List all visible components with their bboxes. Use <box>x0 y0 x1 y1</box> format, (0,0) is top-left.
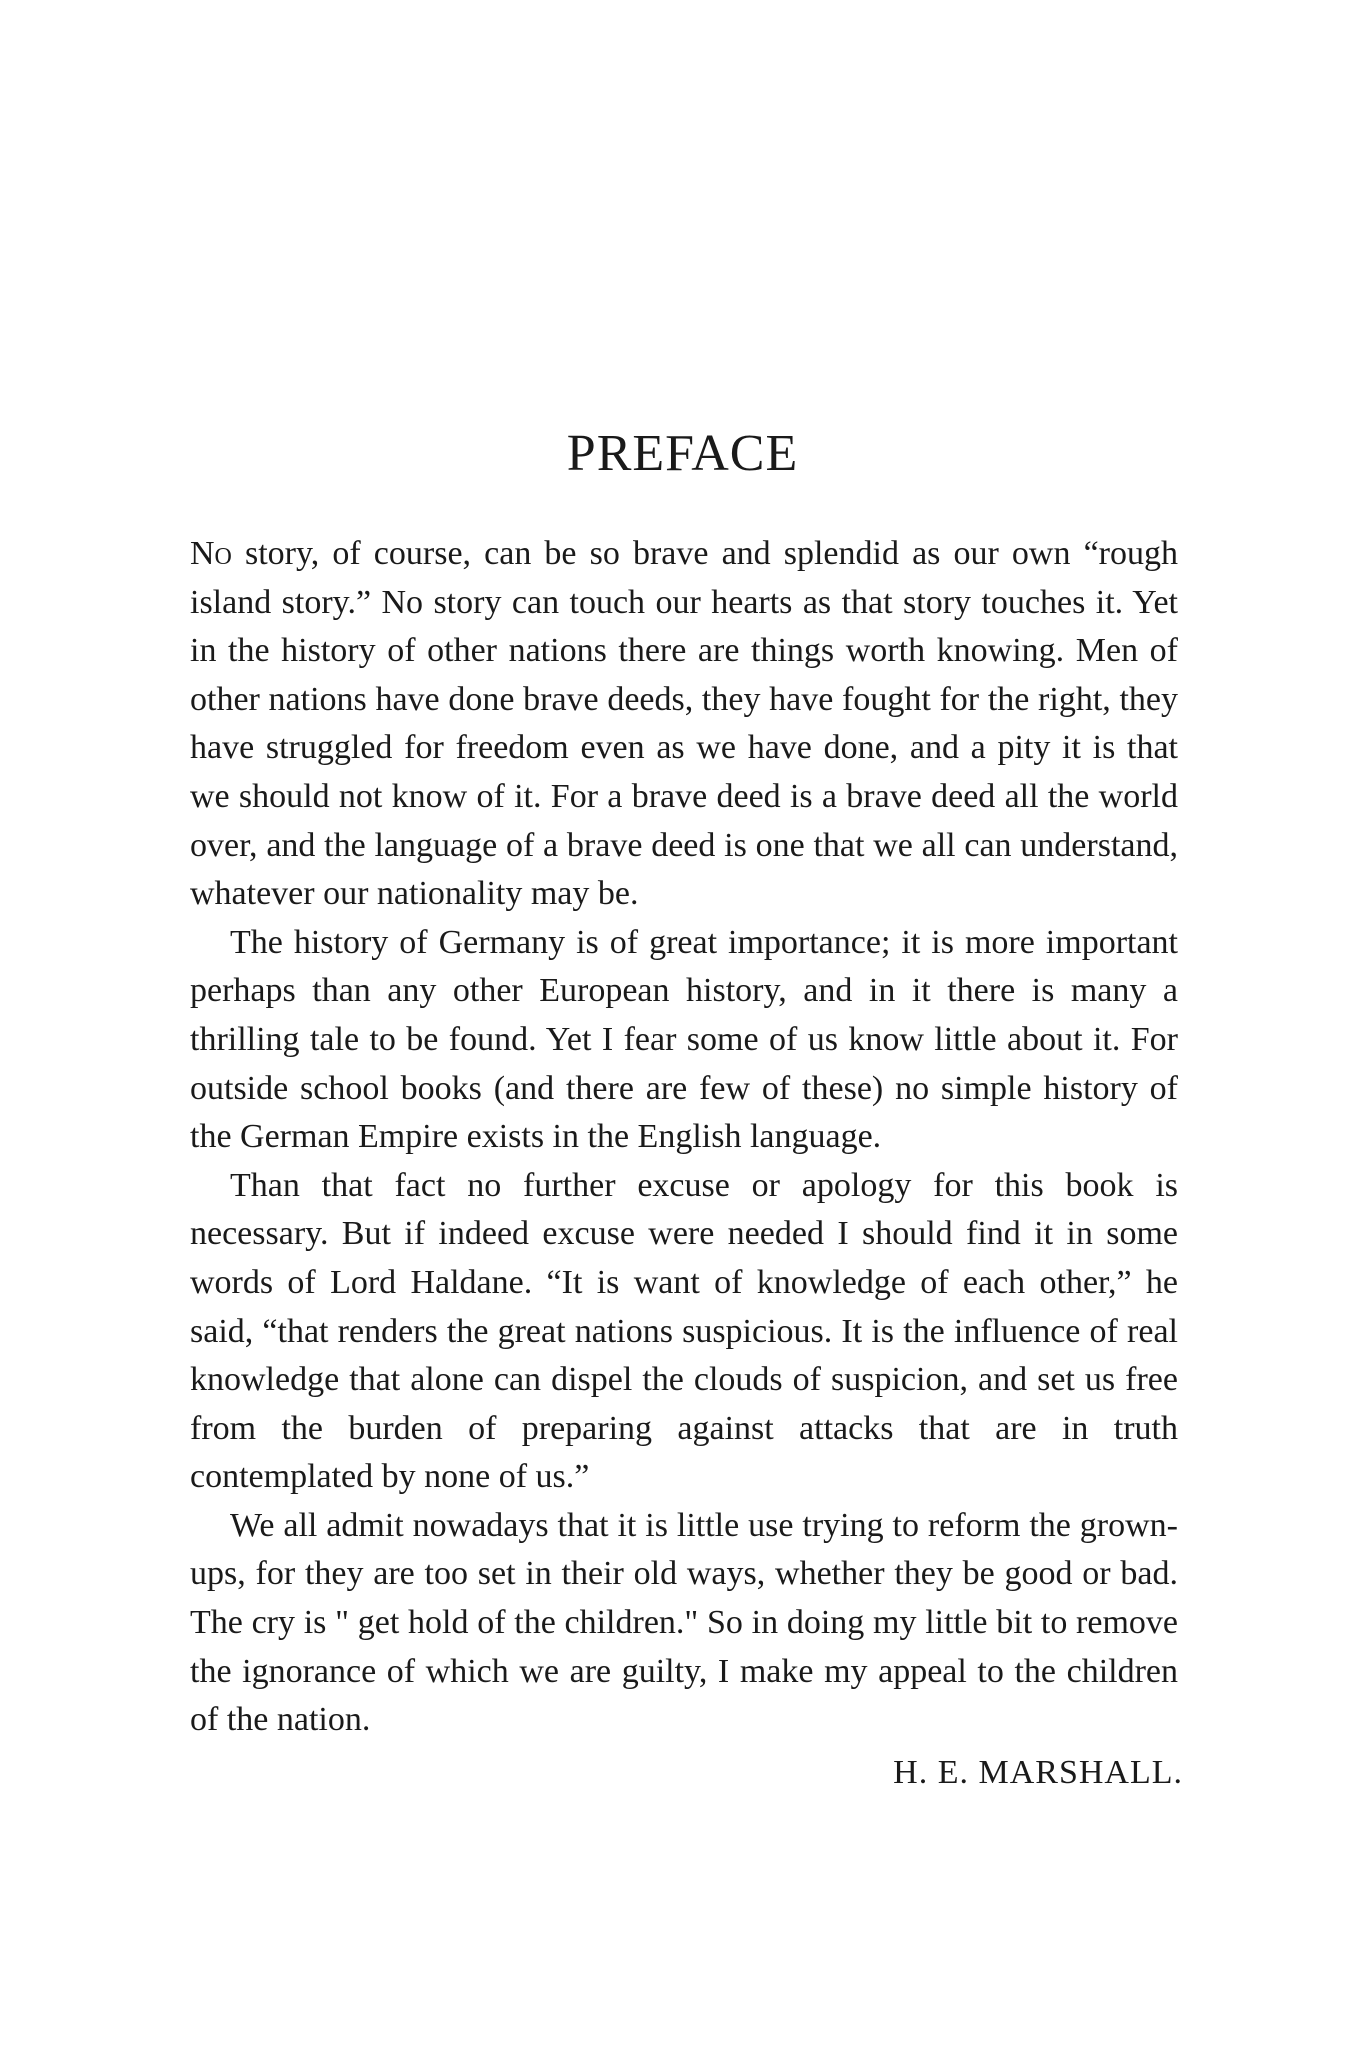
paragraph-4: We all admit nowadays that it is little use trying to reform the grown-ups, for they are too set in their old ways, whether they be good or bad. The cry is " get hold of the children." So in doing my little bit to remove the ignorance of which we are guilty, I make my appeal to the children of the nation. <box>190 1506 1178 1739</box>
paragraph-1 <box>190 530 1178 919</box>
page-title: PREFACE <box>566 425 799 482</box>
preface-body <box>190 530 1178 1745</box>
paragraph-2: The history of Germany is of great importance; it is more important perhaps than any other European history, and in it there is many a thrilling tale to be found. Yet I fear some of us know little about it. For outside school books (and there are few of these) no simple history of the German Empire exists in the English language. <box>190 923 1178 1156</box>
paragraph-1-text: story, of course, can be so brave and splendid as our own “rough island story.” No story can touch our hearts as that story touches it. Yet in the history of other nations there are things worth knowing. Men of other nations have done brave deeds, they have fought for the right, they have struggled for freedom even as we have done, and a pity it is that we should not know of it. For a brave deed is a brave deed all the world over, and the language of a brave deed is one that we all can understand, whatever our nationality may be. <box>190 535 1178 913</box>
author-signature: H. E. MARSHALL. <box>893 1754 1183 1791</box>
paragraph-1-lead: No <box>190 535 232 572</box>
paragraph-3: Than that fact no further excuse or apology for this book is necessary. But if indeed excuse were needed I should find it in some words of Lord Haldane. “It is want of knowledge of each other,” he said, “that renders the great nations suspicious. It is the influence of real knowledge that alone can dispel the clouds of suspicion, and set us free from the burden of preparing against attacks that are in truth contemplated by none of us.” <box>190 1166 1178 1496</box>
